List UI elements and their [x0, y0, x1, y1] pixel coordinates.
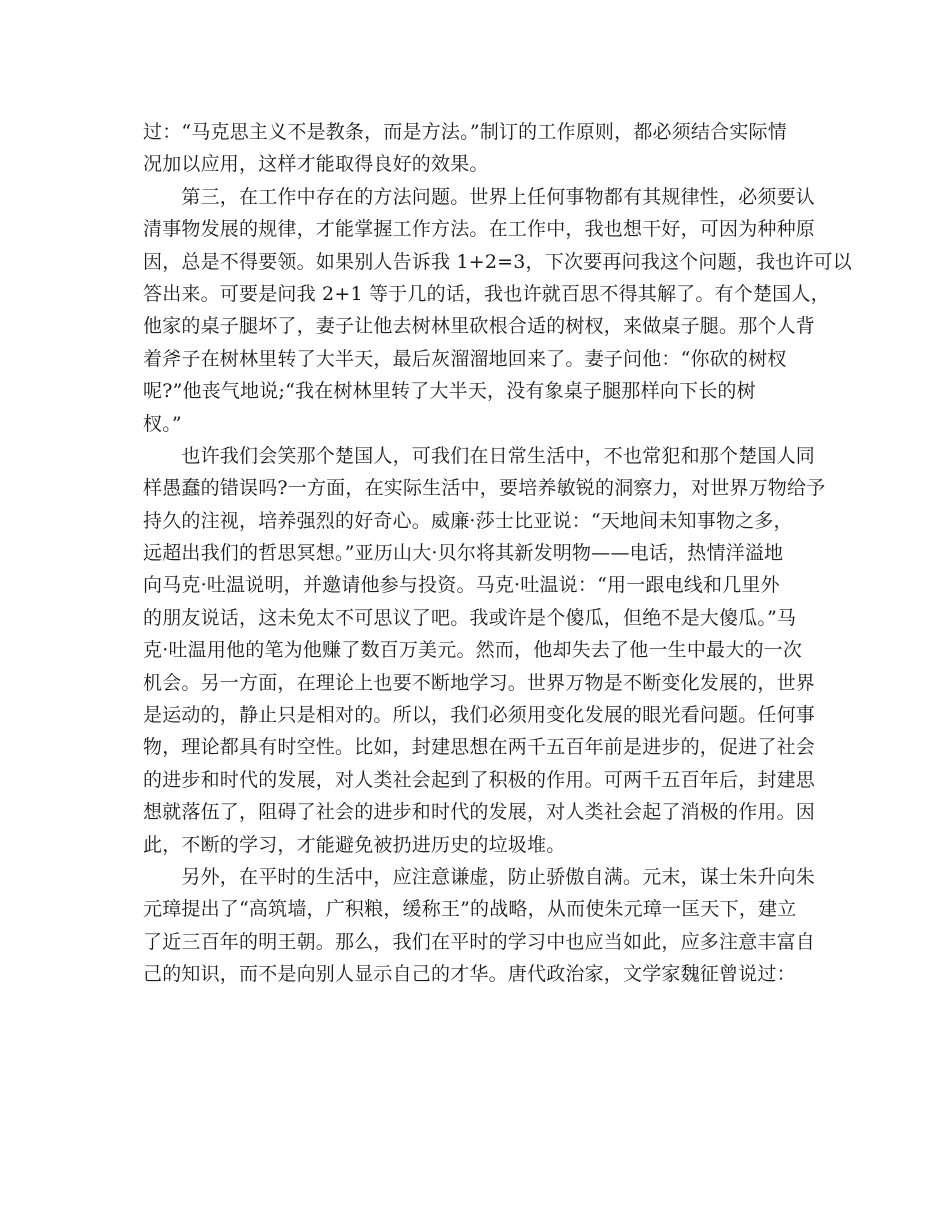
text-line: 因，总是不得要领。如果别人告诉我 1+2=3，下次要再问我这个问题，我也许可以: [143, 250, 852, 273]
text-line: 过：“马克思主义不是教条，而是方法。”制订的工作原则，都必须结合实际情: [143, 121, 787, 143]
text-line: 机会。另一方面，在理论上也要不断地学习。世界万物是不断变化发展的，世界: [143, 671, 816, 694]
text-line: 也许我们会笑那个楚国人，可我们在日常生活中，不也常犯和那个楚国人同: [143, 444, 816, 467]
text-line: 远超出我们的哲思冥想。”亚历山大·贝尔将其新发明物——电话，热情洋溢地: [143, 542, 784, 565]
text-line: 此，不断的学习，才能避免被扔进历史的垃圾堆。: [143, 833, 566, 856]
text-line: 另外，在平时的生活中，应注意谦虚，防止骄傲自满。元末，谋士朱升向朱: [143, 865, 816, 888]
text-line: 元璋提出了“高筑墙，广积粮，缓称王”的战略，从而使朱元璋一匡天下，建立: [143, 898, 797, 921]
text-line: 样愚蠢的错误吗?一方面，在实际生活中，要培养敏锐的洞察力，对世界万物给予: [143, 477, 826, 500]
text-line: 克·吐温用他的笔为他赚了数百万美元。然而，他却失去了他一生中最大的一次: [143, 639, 803, 662]
text-line: 的进步和时代的发展，对人类社会起到了积极的作用。可两千五百年后，封建思: [143, 768, 816, 791]
text-line: 的朋友说话，这未免太不可思议了吧。我或许是个傻瓜，但绝不是大傻瓜。”马: [143, 606, 797, 629]
text-line: 答出来。可要是问我 2+1 等于几的话，我也许就百思不得其解了。有个楚国人，: [143, 282, 830, 305]
text-line: 呢?”他丧气地说;“我在树林里转了大半天，没有象桌子腿那样向下长的树: [143, 380, 756, 403]
text-line: 杈。”: [143, 412, 182, 435]
text-line: 持久的注视，培养强烈的好奇心。威廉·莎士比亚说：“天地间未知事物之多，: [143, 509, 793, 532]
text-line: 他家的桌子腿坏了，妻子让他去树林里砍根合适的树杈，来做桌子腿。那个人背: [143, 315, 816, 338]
text-line: 第三，在工作中存在的方法问题。世界上任何事物都有其规律性，必须要认: [143, 185, 816, 208]
text-line: 是运动的，静止只是相对的。所以，我们必须用变化发展的眼光看问题。任何事: [143, 704, 816, 727]
text-line: 着斧子在树林里转了大半天，最后灰溜溜地回来了。妻子问他：“你砍的树杈: [143, 347, 787, 370]
text-line: 清事物发展的规律，才能掌握工作方法。在工作中，我也想干好，可因为种种原: [143, 218, 816, 241]
text-line: 了近三百年的明王朝。那么，我们在平时的学习中也应当如此，应多注意丰富自: [143, 930, 816, 953]
text-line: 向马克·吐温说明，并邀请他参与投资。马克·吐温说：“用一跟电线和几里外: [143, 574, 780, 597]
text-line: 想就落伍了，阻碍了社会的进步和时代的发展，对人类社会起了消极的作用。因: [143, 801, 816, 824]
text-line: 己的知识，而不是向别人显示自己的才华。唐代政治家，文学家魏征曾说过：: [143, 963, 796, 986]
text-line: 物，理论都具有时空性。比如，封建思想在两千五百年前是进步的，促进了社会: [143, 736, 816, 759]
document-body: [143, 116, 852, 991]
text-line: 况加以应用，这样才能取得良好的效果。: [143, 153, 489, 176]
